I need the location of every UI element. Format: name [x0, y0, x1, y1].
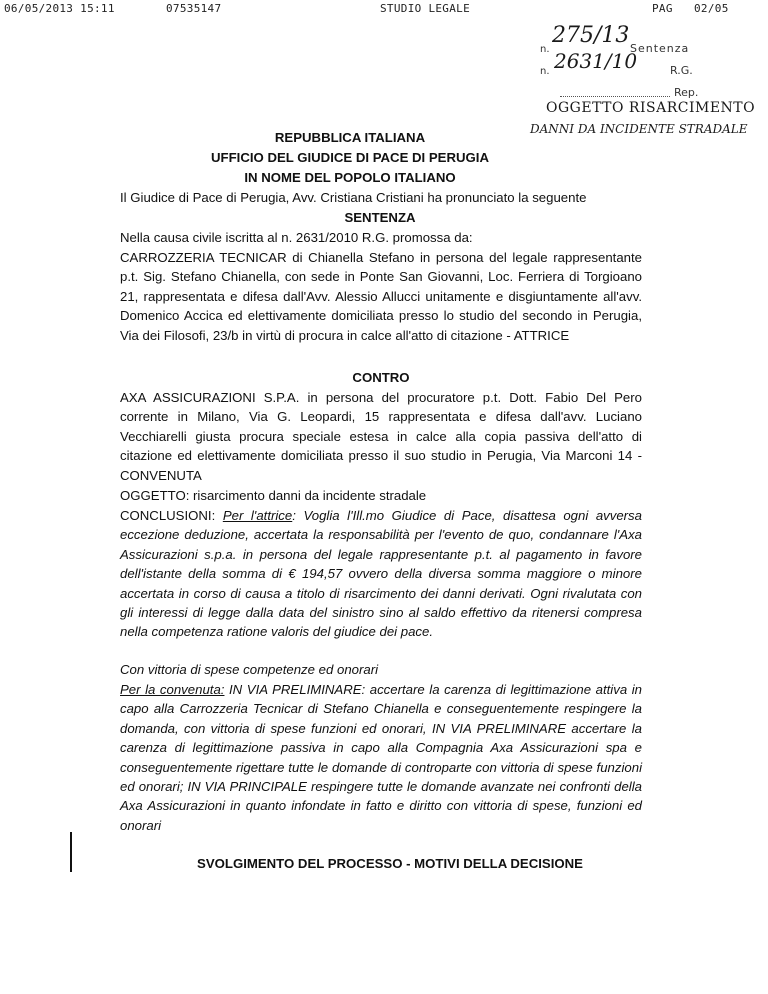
- intro-line: Il Giudice di Pace di Perugia, Avv. Cristiana Cristiani ha pronunciato la seguente: [120, 190, 587, 205]
- heading-svolgimento: SVOLGIMENTO DEL PROCESSO - MOTIVI DELLA DECISIONE: [197, 856, 583, 871]
- conclusioni-paragraph: [120, 506, 642, 642]
- fax-page-value: 02/05: [694, 2, 729, 15]
- sentence-number: 275/13: [552, 23, 630, 48]
- per-convenuta-paragraph: [120, 680, 642, 835]
- heading-republic: REPUBBLICA ITALIANA: [274, 130, 426, 145]
- per-convenuta-label: Per la convenuta:: [120, 682, 225, 697]
- stamp-subject-note: OGGETTO RISARCIMENTO: [546, 100, 756, 116]
- rep-label: Rep.: [674, 86, 699, 99]
- fax-number: 07535147: [166, 2, 222, 15]
- per-attrice-text: : Voglia l'Ill.mo Giudice di Pace, disattesa ogni avversa eccezione deduzione, accertata la responsabilità per l'evento de quo, condannare l'Axa Assicurazioni s.p.a. in persona del legale rappresentante p.t. al pagamento in favore dell'istante della somma di € 194,57 ovvero della diversa somma maggiore o minore accertata in corso di causa a titolo di risarcimento dei danni derivati. Ogni rivalutata con gli interessi di legge dalla data del sinistro sino al saldo effettivo da ritenersi compresa nella competenza ratione valoris del giudice dei pace.: [120, 508, 642, 640]
- heading-office: UFFICIO DEL GIUDICE DI PACE DI PERUGIA: [211, 150, 489, 165]
- margin-vertical-mark: [70, 832, 72, 872]
- fax-datetime: 06/05/2013 15:11: [4, 2, 115, 15]
- heading-sentenza: SENTENZA: [344, 210, 416, 225]
- fax-page-label: PAG: [652, 2, 673, 15]
- stamp-subject-note-2: DANNI DA INCIDENTE STRADALE: [530, 122, 748, 136]
- per-convenuta-text: IN VIA PRELIMINARE: accertare la carenza di legittimazione attiva in capo alla Carrozzeria Tecnicar di Stefano Chianella e conseguentemente respingere la domanda, con vittoria di spese funzioni ed onorari, IN VIA PRELIMINARE accertare la carenza di legittimazione passiva in capo alla Compagnia Axa Assicurazioni spa e conseguentemente rigettare tutte le domande di controparte con vittoria di spese funzioni ed onorari; IN VIA PRINCIPALE respingere tutte le domande avanzate nei confronti della Axa Assicurazioni in quanto infondate in fatto e diritto con vittoria di spese, funzioni ed onorari: [120, 682, 642, 833]
- rg-label: R.G.: [670, 64, 693, 77]
- attrice-paragraph: CARROZZERIA TECNICAR di Chianella Stefano in persona del legale rappresentante p.t. Sig. Stefano Chianella, con sede in Ponte San Giovanni, Loc. Ferriera di Torgioano 21, rappresentata e difesa dall'Avv. Alessio Allucci unitamente e disgiuntamente all'avv. Domenico Accica ed elettivamente domiciliata presso lo studio del secondo in Perugia, Via dei Filosofi, 23/b in virtù di procura in calce all'atto di citazione - ATTRICE: [120, 250, 642, 343]
- sentence-label: Sentenza: [630, 42, 690, 55]
- rg-number: 2631/10: [554, 49, 638, 73]
- conclusioni-label: CONCLUSIONI:: [120, 508, 216, 523]
- convenuta-paragraph: AXA ASSICURAZIONI S.P.A. in persona del procuratore p.t. Dott. Fabio Del Pero corrente in Milano, Via G. Leopardi, 15 rappresentata e difesa dall'avv. Luciano Vecchiarelli giusta procura speciale estesa in calce alla copia passiva dell'atto di citazione ed elettivamente domiciliata presso il suo studio in Perugia, Via Marconi 14 - CONVENUTA: [120, 390, 642, 483]
- heading-people: IN NOME DEL POPOLO ITALIANO: [244, 170, 456, 185]
- causa-line: Nella causa civile iscritta al n. 2631/2010 R.G. promossa da:: [120, 230, 473, 245]
- spese-line: Con vittoria di spese competenze ed onorari: [120, 662, 379, 677]
- oggetto-line: OGGETTO: risarcimento danni da incidente stradale: [120, 488, 427, 503]
- rg-n-label: n.: [540, 66, 550, 77]
- fax-sender: STUDIO LEGALE: [380, 2, 470, 15]
- stamp-n-label: n.: [540, 44, 550, 55]
- per-attrice-label: Per l'attrice: [222, 508, 293, 523]
- rep-dotted-line: [560, 96, 670, 97]
- heading-contro: CONTRO: [352, 370, 410, 385]
